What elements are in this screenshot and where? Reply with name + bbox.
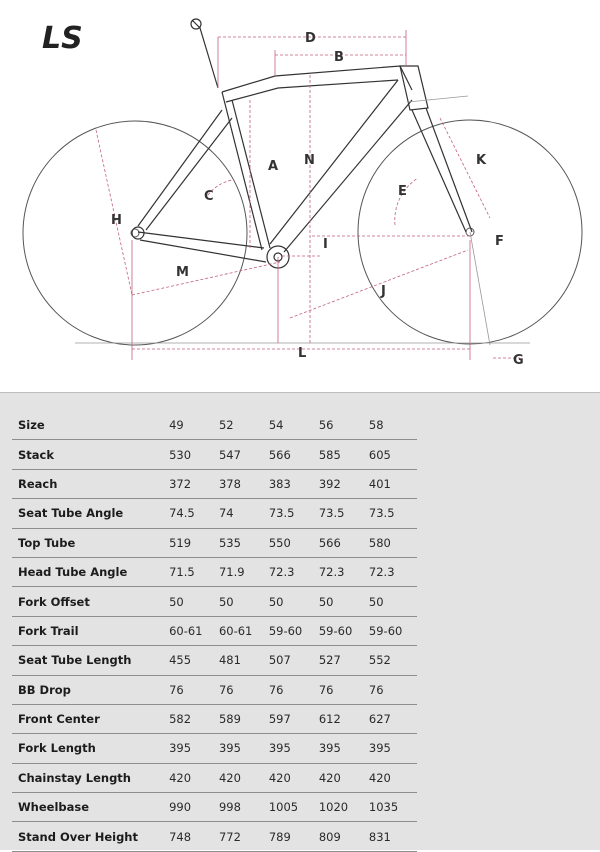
table-cell: 1035 bbox=[367, 793, 417, 822]
dim-label-e: E bbox=[398, 184, 407, 199]
table-cell: 50 bbox=[267, 587, 317, 616]
table-cell: 54 bbox=[267, 411, 317, 440]
row-label: Fork Offset bbox=[12, 587, 167, 616]
table-cell: 582 bbox=[167, 704, 217, 733]
table-cell: 789 bbox=[267, 822, 317, 851]
table-cell: 809 bbox=[317, 822, 367, 851]
rear-wheel bbox=[23, 121, 247, 345]
table-cell: 52 bbox=[217, 411, 267, 440]
row-label: Head Tube Angle bbox=[12, 557, 167, 586]
row-label: Reach bbox=[12, 469, 167, 498]
table-cell: 597 bbox=[267, 704, 317, 733]
table-cell: 76 bbox=[267, 675, 317, 704]
dim-label-n: N bbox=[304, 153, 315, 168]
table-cell: 58 bbox=[367, 411, 417, 440]
table-cell: 566 bbox=[317, 528, 367, 557]
table-cell: 420 bbox=[317, 763, 367, 792]
table-cell: 73.5 bbox=[367, 499, 417, 528]
table-cell: 76 bbox=[317, 675, 367, 704]
dim-label-d: D bbox=[305, 31, 316, 46]
row-label: Wheelbase bbox=[12, 793, 167, 822]
table-cell: 550 bbox=[267, 528, 317, 557]
table-cell: 59-60 bbox=[267, 616, 317, 645]
table-cell: 1005 bbox=[267, 793, 317, 822]
dim-label-k: K bbox=[476, 153, 487, 168]
table-cell: 420 bbox=[167, 763, 217, 792]
bike-frame bbox=[132, 19, 472, 268]
table-cell: 401 bbox=[367, 469, 417, 498]
dim-label-g: G bbox=[513, 353, 524, 368]
row-label: Size bbox=[12, 411, 167, 440]
dim-label-i: I bbox=[323, 237, 328, 252]
table-cell: 73.5 bbox=[317, 499, 367, 528]
table-row bbox=[12, 557, 417, 586]
row-label: Top Tube bbox=[12, 528, 167, 557]
table-cell: 74.5 bbox=[167, 499, 217, 528]
table-cell: 60-61 bbox=[217, 616, 267, 645]
table-cell: 72.3 bbox=[317, 557, 367, 586]
table-cell: 481 bbox=[217, 646, 267, 675]
row-label: Front Center bbox=[12, 704, 167, 733]
table-cell: 831 bbox=[367, 822, 417, 851]
row-label: Fork Length bbox=[12, 734, 167, 763]
table-row bbox=[12, 793, 417, 822]
table-cell: 395 bbox=[317, 734, 367, 763]
table-row bbox=[12, 646, 417, 675]
table-cell: 580 bbox=[367, 528, 417, 557]
table-cell: 395 bbox=[217, 734, 267, 763]
table-cell: 998 bbox=[217, 793, 267, 822]
row-label: BB Drop bbox=[12, 675, 167, 704]
dim-label-j: J bbox=[381, 284, 386, 299]
table-cell: 530 bbox=[167, 440, 217, 469]
table-row bbox=[12, 616, 417, 645]
table-cell: 990 bbox=[167, 793, 217, 822]
table-cell: 60-61 bbox=[167, 616, 217, 645]
table-cell: 1020 bbox=[317, 793, 367, 822]
table-cell: 50 bbox=[167, 587, 217, 616]
dim-label-a: A bbox=[268, 159, 279, 174]
dim-label-b: B bbox=[334, 50, 344, 65]
table-cell: 76 bbox=[167, 675, 217, 704]
table-cell: 455 bbox=[167, 646, 217, 675]
table-row bbox=[12, 675, 417, 704]
table-cell: 420 bbox=[367, 763, 417, 792]
dim-label-f: F bbox=[495, 234, 504, 249]
table-cell: 392 bbox=[317, 469, 367, 498]
table-cell: 372 bbox=[167, 469, 217, 498]
table-row bbox=[12, 469, 417, 498]
geometry-diagram bbox=[0, 0, 600, 392]
table-cell: 76 bbox=[367, 675, 417, 704]
dim-label-c: C bbox=[204, 189, 214, 204]
table-row bbox=[12, 822, 417, 851]
row-label: Stack bbox=[12, 440, 167, 469]
table-cell: 73.5 bbox=[267, 499, 317, 528]
table-cell: 627 bbox=[367, 704, 417, 733]
table-cell: 74 bbox=[217, 499, 267, 528]
table-cell: 589 bbox=[217, 704, 267, 733]
table-cell: 72.3 bbox=[367, 557, 417, 586]
table-cell: 612 bbox=[317, 704, 367, 733]
table-cell: 395 bbox=[167, 734, 217, 763]
table-cell: 547 bbox=[217, 440, 267, 469]
table-cell: 395 bbox=[267, 734, 317, 763]
table-cell: 50 bbox=[367, 587, 417, 616]
table-cell: 72.3 bbox=[267, 557, 317, 586]
table-cell: 585 bbox=[317, 440, 367, 469]
geometry-table-panel bbox=[0, 393, 600, 850]
table-cell: 527 bbox=[317, 646, 367, 675]
table-cell: 50 bbox=[317, 587, 367, 616]
table-cell: 535 bbox=[217, 528, 267, 557]
dimension-lines bbox=[75, 30, 530, 360]
table-row bbox=[12, 587, 417, 616]
table-row bbox=[12, 763, 417, 792]
table-cell: 395 bbox=[367, 734, 417, 763]
brand-logo: LS bbox=[42, 21, 83, 56]
row-label: Fork Trail bbox=[12, 616, 167, 645]
table-cell: 49 bbox=[167, 411, 217, 440]
table-cell: 59-60 bbox=[317, 616, 367, 645]
table-cell: 71.9 bbox=[217, 557, 267, 586]
table-row bbox=[12, 499, 417, 528]
dim-label-h: H bbox=[111, 213, 122, 228]
table-cell: 59-60 bbox=[367, 616, 417, 645]
table-cell: 56 bbox=[317, 411, 367, 440]
table-cell: 420 bbox=[217, 763, 267, 792]
table-cell: 552 bbox=[367, 646, 417, 675]
dim-label-m: M bbox=[176, 265, 189, 280]
table-row bbox=[12, 440, 417, 469]
table-cell: 748 bbox=[167, 822, 217, 851]
row-label: Seat Tube Length bbox=[12, 646, 167, 675]
row-label: Seat Tube Angle bbox=[12, 499, 167, 528]
table-row bbox=[12, 704, 417, 733]
table-cell: 50 bbox=[217, 587, 267, 616]
table-cell: 772 bbox=[217, 822, 267, 851]
table-cell: 507 bbox=[267, 646, 317, 675]
table-cell: 420 bbox=[267, 763, 317, 792]
table-cell: 76 bbox=[217, 675, 267, 704]
table-row bbox=[12, 411, 417, 440]
row-label: Chainstay Length bbox=[12, 763, 167, 792]
dim-label-l: L bbox=[298, 346, 307, 361]
table-cell: 383 bbox=[267, 469, 317, 498]
table-row bbox=[12, 734, 417, 763]
table-cell: 566 bbox=[267, 440, 317, 469]
table-cell: 605 bbox=[367, 440, 417, 469]
row-label: Stand Over Height bbox=[12, 822, 167, 851]
table-cell: 519 bbox=[167, 528, 217, 557]
table-cell: 378 bbox=[217, 469, 267, 498]
table-row bbox=[12, 528, 417, 557]
table-cell: 71.5 bbox=[167, 557, 217, 586]
geometry-table bbox=[12, 411, 417, 852]
